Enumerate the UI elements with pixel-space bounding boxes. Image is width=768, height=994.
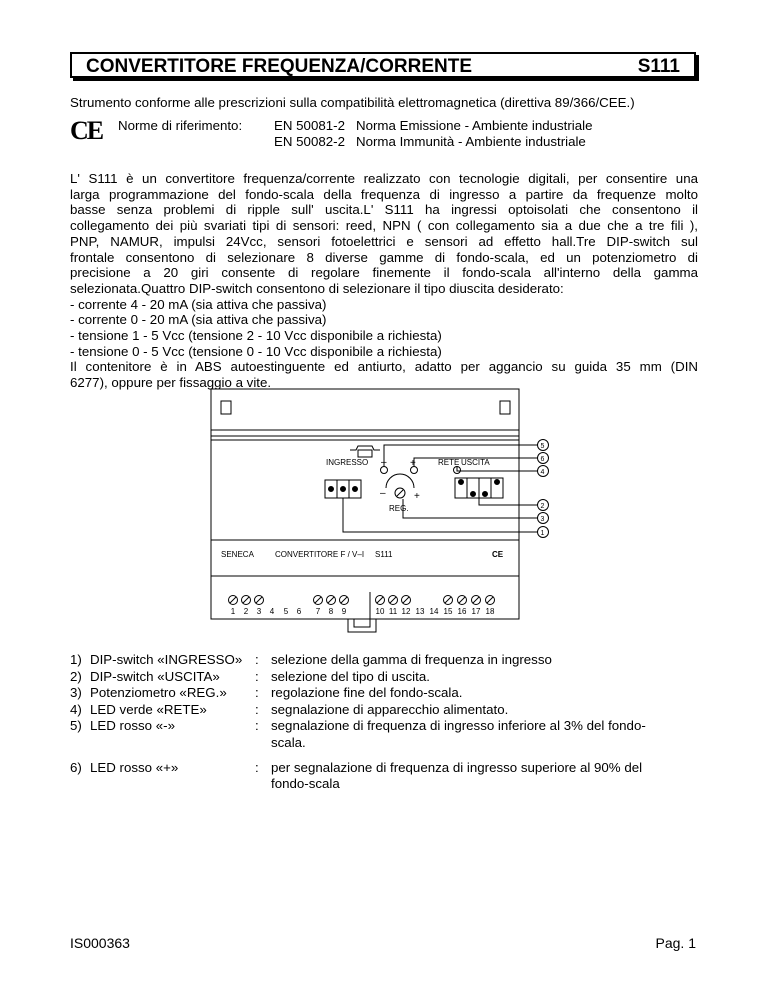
legend-colon: : xyxy=(255,718,259,734)
doc-code: IS000363 xyxy=(70,935,130,951)
norms-label: Norme di riferimento: xyxy=(118,118,243,133)
label-minus: – xyxy=(381,457,387,468)
callout-number: 5 xyxy=(540,443,545,450)
terminal-number: 1 xyxy=(230,607,236,616)
terminal-number: 4 xyxy=(269,607,275,616)
dip-dot xyxy=(353,487,358,492)
description-line: PNP, NAMUR, impulsi 24Vcc, sensori fotoelettrici e sensori ad effetto hall.Tre DIP-switch sul xyxy=(70,233,698,249)
label-model: CONVERTITORE F / V–I xyxy=(275,550,365,559)
terminal-number: 14 xyxy=(429,607,439,616)
bullet-item: - corrente 4 - 20 mA (sia attiva che passiva) xyxy=(70,296,327,312)
terminal-labels xyxy=(231,607,495,616)
terminal-screw-slot xyxy=(341,597,347,603)
norm-desc: Norma Emissione - Ambiente industriale xyxy=(356,118,593,133)
terminal-screw-slot xyxy=(487,597,493,603)
label-pot-minus: – xyxy=(380,488,386,499)
terminal-number: 15 xyxy=(443,607,453,616)
terminal-number: 3 xyxy=(256,607,262,616)
dip-dot xyxy=(495,480,500,485)
legend-num: 1) xyxy=(70,652,82,667)
callout-number: 3 xyxy=(540,516,545,523)
terminal-number: 18 xyxy=(485,607,495,616)
terminal-number: 9 xyxy=(341,607,347,616)
legend-desc: fondo-scala xyxy=(271,776,340,792)
potentiometer-arc xyxy=(386,474,414,488)
terminal-number: 10 xyxy=(375,607,385,616)
callout-line-2 xyxy=(479,498,537,505)
legend-label: LED rosso «-» xyxy=(90,718,175,734)
compliance-statement: Strumento conforme alle prescrizioni sulla compatibilità elettromagnetica (direttiva 89/366/CEE.) xyxy=(70,95,635,110)
terminal-screw-slot xyxy=(445,597,451,603)
legend-num: 4) xyxy=(70,701,82,717)
label-rete: RETE xyxy=(438,458,460,467)
legend-desc: selezione della gamma di frequenza in ingresso xyxy=(271,652,552,667)
housing-outline xyxy=(211,389,519,619)
housing-clip xyxy=(221,401,231,414)
dip-dot xyxy=(471,492,476,497)
terminal-screw-slot xyxy=(390,597,396,603)
label-reg: REG. xyxy=(389,504,409,513)
description-line: precisione a 20 giri consente di regolare finemente il fondo-scala all'interno della gamma xyxy=(70,265,698,281)
legend-desc: regolazione fine del fondo-scala. xyxy=(271,685,463,701)
page-number: Pag. 1 xyxy=(655,935,696,951)
legend-colon: : xyxy=(255,701,259,717)
terminal-screw-slot xyxy=(230,597,236,603)
callout-number: 6 xyxy=(540,456,545,463)
description-line: frontale consentono di selezionare 8 diverse gamme di fondo-scala, ed un potenziometro di xyxy=(70,249,698,265)
description-line: selezionata.Quattro DIP-switch consentono di selezionare il tipo diuscita desiderato: xyxy=(70,280,564,296)
terminal-screw-slot xyxy=(243,597,249,603)
legend-num: 3) xyxy=(70,685,82,701)
legend-num: 5) xyxy=(70,718,82,734)
label-pot-plus: + xyxy=(414,491,420,502)
terminal-screw-slot xyxy=(403,597,409,603)
norm-desc: Norma Immunità - Ambiente industriale xyxy=(356,134,586,149)
label-model-code: S111 xyxy=(375,550,393,559)
description-line: basse senza problemi di ripple sull' uscita.L' S111 ha ingressi optoisolati che consentono il xyxy=(70,202,698,218)
legend-colon: : xyxy=(255,668,259,684)
terminal-screw-slot xyxy=(377,597,383,603)
description-line: 6277), oppure per fissaggio a vite. xyxy=(70,375,272,391)
housing-clip xyxy=(500,401,510,414)
legend-colon: : xyxy=(255,652,259,667)
terminal-number: 5 xyxy=(283,607,289,616)
dip-dot xyxy=(459,480,464,485)
terminal-number: 8 xyxy=(328,607,334,616)
callout-number: 2 xyxy=(540,503,545,510)
terminal-number: 11 xyxy=(388,607,398,616)
potentiometer-slot xyxy=(397,490,403,496)
dip-dot xyxy=(483,492,488,497)
description-line: larga programmazione del fondo-scala della frequenza di ingresso a partire da frequenze molto xyxy=(70,186,698,202)
dip-dot xyxy=(341,487,346,492)
legend-desc: selezione del tipo di uscita. xyxy=(271,668,430,684)
description-line: Il contenitore è in ABS autoestinguente ed antiurto, adatto per aggancio su guida 35 mm (DIN xyxy=(70,359,698,375)
terminal-screw-slot xyxy=(328,597,334,603)
callout-line-1 xyxy=(343,498,537,532)
dip-dot xyxy=(329,487,334,492)
page-title: CONVERTITORE FREQUENZA/CORRENTE xyxy=(86,56,473,77)
legend-label: DIP-switch «USCITA» xyxy=(90,668,220,684)
terminal-number: 6 xyxy=(296,607,302,616)
legend-colon: : xyxy=(255,685,259,701)
callout-number: 4 xyxy=(540,469,545,476)
label-uscita: USCITA xyxy=(461,458,490,467)
label-plus: + xyxy=(410,458,416,469)
legend-label: Potenziometro «REG.» xyxy=(90,685,227,701)
terminal-number: 7 xyxy=(315,607,321,616)
description-line: collegamento dei più svariati tipi di sensori: reed, NPN ( con collegamento sia a due che a tre fili ), xyxy=(70,218,698,234)
panel-notch-box xyxy=(358,450,372,457)
bullet-item: - tensione 0 - 5 Vcc (tensione 0 - 10 Vcc disponibile a richiesta) xyxy=(70,343,442,359)
bullet-item: - corrente 0 - 20 mA (sia attiva che passiva) xyxy=(70,312,327,328)
terminal-number: 13 xyxy=(415,607,425,616)
label-ingresso: INGRESSO xyxy=(326,458,369,467)
legend-desc: segnalazione di frequenza di ingresso inferiore al 3% del fondo- xyxy=(271,718,646,734)
legend-desc: segnalazione di apparecchio alimentato. xyxy=(271,701,509,717)
legend-label: DIP-switch «INGRESSO» xyxy=(90,652,243,667)
bottom-tab xyxy=(348,619,376,632)
callout-number: 1 xyxy=(540,530,545,537)
terminal-screws xyxy=(229,596,495,605)
label-brand: SENECA xyxy=(221,550,254,559)
bullet-item: - tensione 1 - 5 Vcc (tensione 2 - 10 Vcc disponibile a richiesta) xyxy=(70,328,442,344)
legend-num: 2) xyxy=(70,668,82,684)
callout-line-3 xyxy=(403,499,537,518)
description-line: L' S111 è un convertitore frequenza/corrente realizzato con tecnologie digitali, per consentire una xyxy=(70,171,698,186)
terminal-screw-slot xyxy=(256,597,262,603)
legend-num: 6) xyxy=(70,759,82,775)
legend-label: LED rosso «+» xyxy=(90,759,179,775)
terminal-number: 12 xyxy=(401,607,411,616)
terminal-screw-slot xyxy=(315,597,321,603)
terminal-screw-slot xyxy=(459,597,465,603)
terminal-number: 16 xyxy=(457,607,467,616)
panel-notch xyxy=(350,446,380,450)
ce-mark: CE xyxy=(70,116,103,145)
legend-desc: per segnalazione di frequenza di ingresso superiore al 90% del xyxy=(271,759,643,775)
bottom-tab-inner xyxy=(354,619,370,627)
norm-code: EN 50082-2 xyxy=(274,134,345,149)
legend-colon: : xyxy=(255,759,259,775)
terminal-number: 17 xyxy=(471,607,481,616)
terminal-number: 2 xyxy=(243,607,249,616)
diagram-ce-mark: CE xyxy=(492,550,504,559)
legend-desc: scala. xyxy=(271,734,306,750)
legend-label: LED verde «RETE» xyxy=(90,701,207,717)
terminal-screw-slot xyxy=(473,597,479,603)
norm-code: EN 50081-2 xyxy=(274,118,345,133)
product-code: S111 xyxy=(637,56,680,77)
